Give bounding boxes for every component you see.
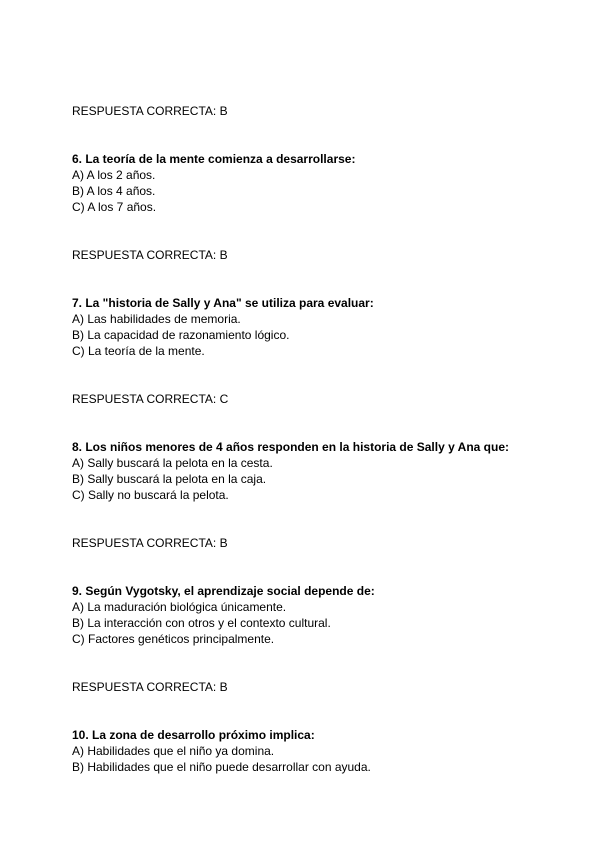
option-9a: A) La maduración biológica únicamente.: [72, 600, 287, 614]
option-8b: B) Sally buscará la pelota en la caja.: [72, 472, 267, 486]
option-7a: A) Las habilidades de memoria.: [72, 312, 241, 326]
question-7: 7. La "historia de Sally y Ana" se utiliza para evaluar:: [72, 296, 374, 310]
option-10a: A) Habilidades que el niño ya domina.: [72, 744, 275, 758]
option-8a: A) Sally buscará la pelota en la cesta.: [72, 456, 273, 470]
question-10: 10. La zona de desarrollo próximo implica:: [72, 728, 315, 742]
correct-answer: RESPUESTA CORRECTA: B: [72, 104, 228, 118]
option-8c: C) Sally no buscará la pelota.: [72, 488, 229, 502]
question-9: 9. Según Vygotsky, el aprendizaje social depende de:: [72, 584, 375, 598]
option-6a: A) A los 2 años.: [72, 168, 156, 182]
option-9b: B) La interacción con otros y el contexto cultural.: [72, 616, 331, 630]
correct-answer-6: RESPUESTA CORRECTA: B: [72, 248, 228, 262]
option-6b: B) A los 4 años.: [72, 184, 156, 198]
option-10b: B) Habilidades que el niño puede desarrollar con ayuda.: [72, 760, 371, 774]
correct-answer-7: RESPUESTA CORRECTA: C: [72, 392, 229, 406]
option-6c: C) A los 7 años.: [72, 200, 157, 214]
option-7b: B) La capacidad de razonamiento lógico.: [72, 328, 290, 342]
correct-answer-9: RESPUESTA CORRECTA: B: [72, 680, 228, 694]
option-9c: C) Factores genéticos principalmente.: [72, 632, 275, 646]
question-8: 8. Los niños menores de 4 años responden en la historia de Sally y Ana que:: [72, 440, 510, 454]
option-7c: C) La teoría de la mente.: [72, 344, 205, 358]
question-6: 6. La teoría de la mente comienza a desarrollarse:: [72, 152, 356, 166]
correct-answer-8: RESPUESTA CORRECTA: B: [72, 536, 228, 550]
